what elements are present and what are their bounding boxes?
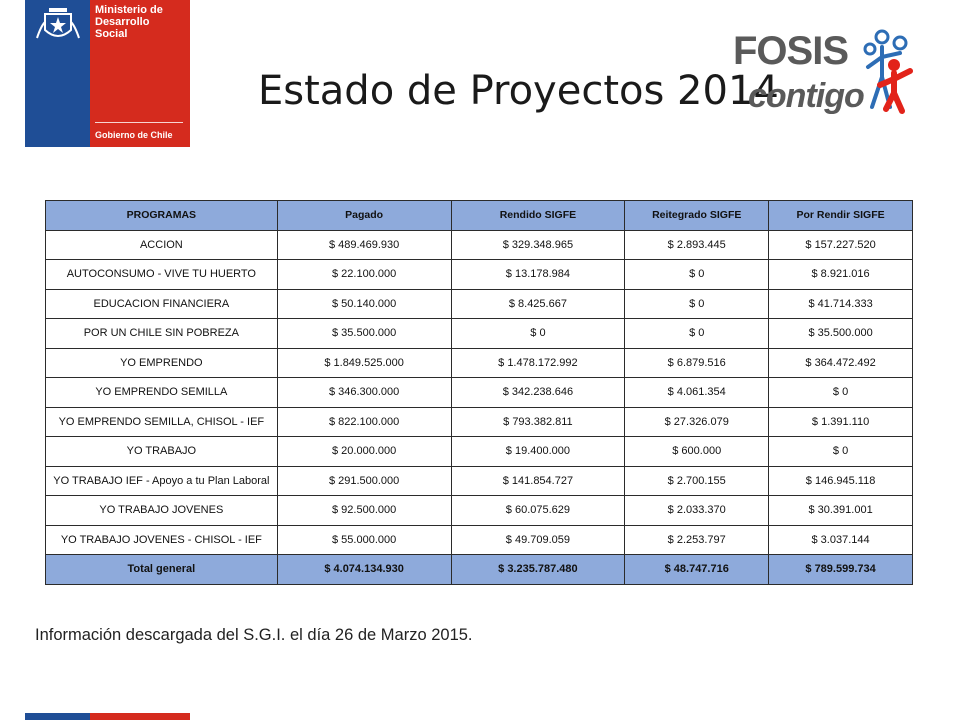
table-row bbox=[46, 378, 913, 408]
program-name: YO TRABAJO bbox=[46, 437, 278, 467]
reitegrado-cell: $ 2.253.797 bbox=[625, 525, 769, 555]
header-pagado: Pagado bbox=[277, 201, 451, 231]
pagado-cell: $ 291.500.000 bbox=[277, 466, 451, 496]
program-name: YO TRABAJO JOVENES - CHISOL - IEF bbox=[46, 525, 278, 555]
program-name: AUTOCONSUMO - VIVE TU HUERTO bbox=[46, 260, 278, 290]
header-reitegrado: Reitegrado SIGFE bbox=[625, 201, 769, 231]
ministry-name: Ministerio de Desarrollo Social bbox=[95, 4, 163, 40]
por-rendir-cell: $ 364.472.492 bbox=[769, 348, 913, 378]
program-name: ACCION bbox=[46, 230, 278, 260]
rendido-cell: $ 0 bbox=[451, 319, 625, 349]
reitegrado-cell: $ 4.061.354 bbox=[625, 378, 769, 408]
table-row bbox=[46, 496, 913, 526]
pagado-cell: $ 92.500.000 bbox=[277, 496, 451, 526]
por-rendir-cell: $ 35.500.000 bbox=[769, 319, 913, 349]
rendido-cell: $ 60.075.629 bbox=[451, 496, 625, 526]
bottom-flag-bar bbox=[25, 713, 190, 720]
table-row bbox=[46, 407, 913, 437]
page-title: Estado de Proyectos 2014 bbox=[258, 68, 779, 114]
reitegrado-cell: $ 6.879.516 bbox=[625, 348, 769, 378]
pagado-cell: $ 346.300.000 bbox=[277, 378, 451, 408]
pagado-cell: $ 1.849.525.000 bbox=[277, 348, 451, 378]
table-total-row bbox=[46, 555, 913, 585]
people-figures-icon bbox=[860, 27, 918, 115]
por-rendir-cell: $ 0 bbox=[769, 378, 913, 408]
program-name: YO EMPRENDO bbox=[46, 348, 278, 378]
program-name: YO TRABAJO JOVENES bbox=[46, 496, 278, 526]
header-por-rendir: Por Rendir SIGFE bbox=[769, 201, 913, 231]
source-footnote: Información descargada del S.G.I. el día 26 de Marzo 2015. bbox=[35, 626, 473, 644]
reitegrado-cell: $ 2.893.445 bbox=[625, 230, 769, 260]
rendido-cell: $ 141.854.727 bbox=[451, 466, 625, 496]
por-rendir-cell: $ 41.714.333 bbox=[769, 289, 913, 319]
fosis-tagline: contigo bbox=[748, 77, 864, 115]
chile-coat-of-arms-icon bbox=[35, 8, 81, 46]
pagado-cell: $ 22.100.000 bbox=[277, 260, 451, 290]
table-row bbox=[46, 230, 913, 260]
table-row bbox=[46, 348, 913, 378]
program-name: EDUCACION FINANCIERA bbox=[46, 289, 278, 319]
table-row bbox=[46, 319, 913, 349]
pagado-cell: $ 822.100.000 bbox=[277, 407, 451, 437]
por-rendir-cell: $ 30.391.001 bbox=[769, 496, 913, 526]
pagado-cell: $ 55.000.000 bbox=[277, 525, 451, 555]
program-name: YO TRABAJO IEF - Apoyo a tu Plan Laboral bbox=[46, 466, 278, 496]
table-row bbox=[46, 289, 913, 319]
logo-divider bbox=[95, 122, 183, 123]
program-name: YO EMPRENDO SEMILLA, CHISOL - IEF bbox=[46, 407, 278, 437]
projects-table bbox=[45, 200, 913, 585]
por-rendir-cell: $ 146.945.118 bbox=[769, 466, 913, 496]
gobierno-de-chile-logo bbox=[25, 0, 190, 147]
header-rendido: Rendido SIGFE bbox=[451, 201, 625, 231]
reitegrado-cell: $ 27.326.079 bbox=[625, 407, 769, 437]
fosis-wordmark: FOSIS bbox=[733, 29, 849, 73]
pagado-cell: $ 50.140.000 bbox=[277, 289, 451, 319]
gobierno-label: Gobierno de Chile bbox=[95, 130, 173, 140]
por-rendir-cell: $ 3.037.144 bbox=[769, 525, 913, 555]
fosis-logo bbox=[728, 25, 918, 120]
rendido-cell: $ 8.425.667 bbox=[451, 289, 625, 319]
table-row bbox=[46, 525, 913, 555]
table-row bbox=[46, 260, 913, 290]
rendido-cell: $ 13.178.984 bbox=[451, 260, 625, 290]
total-label: Total general bbox=[46, 555, 278, 585]
bottom-bar-red bbox=[90, 713, 190, 720]
reitegrado-cell: $ 2.700.155 bbox=[625, 466, 769, 496]
reitegrado-cell: $ 0 bbox=[625, 319, 769, 349]
pagado-cell: $ 20.000.000 bbox=[277, 437, 451, 467]
rendido-cell: $ 1.478.172.992 bbox=[451, 348, 625, 378]
table-row bbox=[46, 437, 913, 467]
total-reitegrado: $ 48.747.716 bbox=[625, 555, 769, 585]
header-programas: PROGRAMAS bbox=[46, 201, 278, 231]
por-rendir-cell: $ 0 bbox=[769, 437, 913, 467]
rendido-cell: $ 49.709.059 bbox=[451, 525, 625, 555]
reitegrado-cell: $ 2.033.370 bbox=[625, 496, 769, 526]
table-header-row bbox=[46, 201, 913, 231]
pagado-cell: $ 35.500.000 bbox=[277, 319, 451, 349]
total-pagado: $ 4.074.134.930 bbox=[277, 555, 451, 585]
rendido-cell: $ 19.400.000 bbox=[451, 437, 625, 467]
rendido-cell: $ 793.382.811 bbox=[451, 407, 625, 437]
por-rendir-cell: $ 1.391.110 bbox=[769, 407, 913, 437]
bottom-bar-blue bbox=[25, 713, 90, 720]
por-rendir-cell: $ 157.227.520 bbox=[769, 230, 913, 260]
rendido-cell: $ 329.348.965 bbox=[451, 230, 625, 260]
total-por-rendir: $ 789.599.734 bbox=[769, 555, 913, 585]
reitegrado-cell: $ 0 bbox=[625, 289, 769, 319]
program-name: YO EMPRENDO SEMILLA bbox=[46, 378, 278, 408]
rendido-cell: $ 342.238.646 bbox=[451, 378, 625, 408]
total-rendido: $ 3.235.787.480 bbox=[451, 555, 625, 585]
program-name: POR UN CHILE SIN POBREZA bbox=[46, 319, 278, 349]
por-rendir-cell: $ 8.921.016 bbox=[769, 260, 913, 290]
reitegrado-cell: $ 0 bbox=[625, 260, 769, 290]
table-row bbox=[46, 466, 913, 496]
pagado-cell: $ 489.469.930 bbox=[277, 230, 451, 260]
reitegrado-cell: $ 600.000 bbox=[625, 437, 769, 467]
